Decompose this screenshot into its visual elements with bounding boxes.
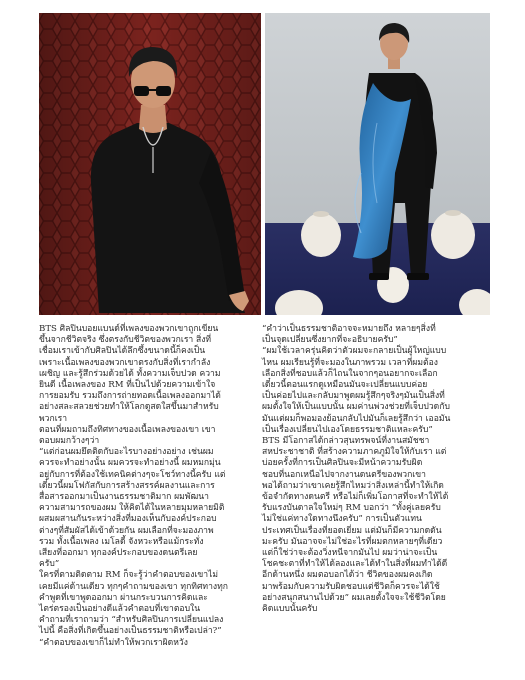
photo-left <box>39 13 261 315</box>
portrait-photo-icon <box>39 13 261 315</box>
portrait-photo-icon <box>265 13 490 315</box>
photo-right <box>265 13 490 315</box>
article-paragraph: ใครที่ตามติดตาม RM ก็จะรู้ว่าคำตอบของเขาไม่ เคยมีแค่ด้านเดียว ทุกๆคำถามของเขา ทุกทิศทางทุก คำพูดที่เขาพูดออกมา ผ่านกระบวนการคิดและ ไตร่ตรองเป็นอย่างดีแล้วคำตอบที่เขาตอบใน คำถามที่เราถามว่า “สำหรับศิลปินการเปลี่ยนแปลง ไปนี้ คือสิ่งที่เกิดขึ้นอย่างเป็นธรรมชาติหรือเปล่า?” <box>39 570 228 637</box>
article-paragraph: BTS มีโอกาสได้กล่าวสุนทรพจน์ที่งานสมัชชา สหประชาชาติ ที่สร้างความภาคภูมิใจให้กับเรา แต่ บ่อยครั้งที่การเป็นศิลปินจะมีหน้าความรับผิด ชอบที่นอกเหนือไปจากงานดนตรีของพวกเขา พอได้ถามว่าเขาเคยรู้สึกไหมว่าสิ่งเหล่านี้ทำให้เกิด ข้อจำกัดทางดนตรี หรือไม่ก็เพิ่มโอกาสที่จะทำให้ได้ รับแรงบันดาลใจใหม่ๆ RM บอกว่า “ทั้งคู่เลยครับ ไม่ใช่แค่ทางใดทางนึงครับ” การเป็นตัวแทน ประเทศเป็นเรื่องที่ยอดเยี่ยม แต่มันก็มีความกดดัน มะครับ มันอาจจะไม่ใช่อะไรที่ผมตกหลายๆที่เดียว แต่ก็ใช่ว่าจะต้องวิ่งหนีจากมันไป ผมว่าน่าจะเป็น โชคชะตาที่ทำให้ได้ลองและได้ทำในสิ่งที่ผมทำได้ดี อีกด้านหนึ่ง ผมตอบอกได้ว่า ชีวิตของผมคงเกิด มาพร้อมกับความรับผิดชอบแต่ชีวิตก็ควรจะได้ใช้ อย่างสนุกสนานไปด้วย” ผมเลยตั้งใจจะใช้ชีวิตโดย คิดแบบนั้นครับ <box>262 436 449 615</box>
article-paragraph: BTS ศิลปินบอยแบนด์ที่เพลงของพวกเขาถูกเขียน ขึ้นจากชีวิตจริง ซึ่งตรงกับชีวิตของพวกเรา สิ่งที่ เชื่อมเราเข้ากับศิลปินได้ลึกซึ้งขนาดนี้ก็คงเป็น เพราะเนื้อเพลงของพวกเขาตรงกับสิ่งที่เรากำลัง เผชิญ และรู้สึกร่วมด้วยได้ ทั้งความเจ็บปวด ความ ยินดี เนื้อเพลงของ RM ที่เป็นไปด้วยความเข้าใจ การยอมรับ รวมถึงการถ่ายทอดเนื้อเพลงออกมาได้ อย่างสละสลวยช่วยทำให้โลกดูสดใสขึ้นมาสำหรับ พวกเรา <box>39 324 221 424</box>
article-column-left <box>39 324 263 649</box>
article-quote: “ผมใช้เวลาครุ่นคิดว่าตัวผมจะกลายเป็นผู้ใหญ่แบบ ไหน ผมเรียนรู้ที่จะมองในภาพรวม เวลาที่ผมต้อง เลือกสิ่งที่ชอบแล้วก็ไถนในจากๆอนอยากจะเลือก เดี๋ยวนี้ตอนแรกดูเหมือนมันจะเปลี่ยนแบบค่อย เป็นค่อยไปและกลับมาพูดผมรู้สึกๆจริงๆมันเป็นสิ่งที่ ผมตั้งใจให้เป็นแบบนั้น ผมค่านพ่วงช่วยที่เจ็บปวดกับ มันแต่ผมก็พอมองย้อนกลับไปมันก็เลยรู้สึกว่า เออมัน เป็นเรื่องเปลี่ยนไปเองโดยธรรมชาติแหละครับ” <box>262 346 451 435</box>
article-quote: “คำตอบของเขาก็ไม่ทำให้พวกเราผิดหวัง <box>39 637 188 648</box>
article-quote: “แต่ก่อนผมยึดติดกับอะไรบางอย่างอย่าง เช่นผม ควรจะทำอย่างนั้น ผมควรจะทำอย่างนี้ ผมหมกมุ่น อยู่กับการที่ต้องใช้เทคนิคต่างๆจะโชว์ทางนี้ครับ แต่ เดี๋ยวนี้ผมโฟกัสกับการสร้างสรรค์ผลงานและการ สื่อสารออกมาเป็นงานธรรมชาติมาก ผมพัฒนา ความสามารถของผม ให้คิดได้ในหลายมุมหลายมิติ ผสมผสานกันระหว่างสิ่งที่มองเห็นกับองค์ประกอบ ต่างๆที่สัมผัสได้เข้าด้วยกัน ผมเลือกที่จะมองภาพ รวม ทั้งเนื้อเพลง เมโลดี้ จังหวะหรือแม้กระทั่ง เสียงที่ออกมา ทุกองค์ประกอบของดนตรีเลย ครับ” <box>39 447 226 570</box>
article-paragraph: ตอนที่ผมถามถึงทิศทางของเนื้อเพลงของเขา เขา ตอบผมกว้างๆว่า <box>39 424 216 447</box>
article-quote: “คำว่าเป็นธรรมชาติอาจจะหมายถึง หลายๆสิ่งที่ เป็นจุดเปลี่ยนซึ่งยากที่จะอธิบายครับ” <box>262 324 436 346</box>
article-column-right <box>262 324 488 615</box>
